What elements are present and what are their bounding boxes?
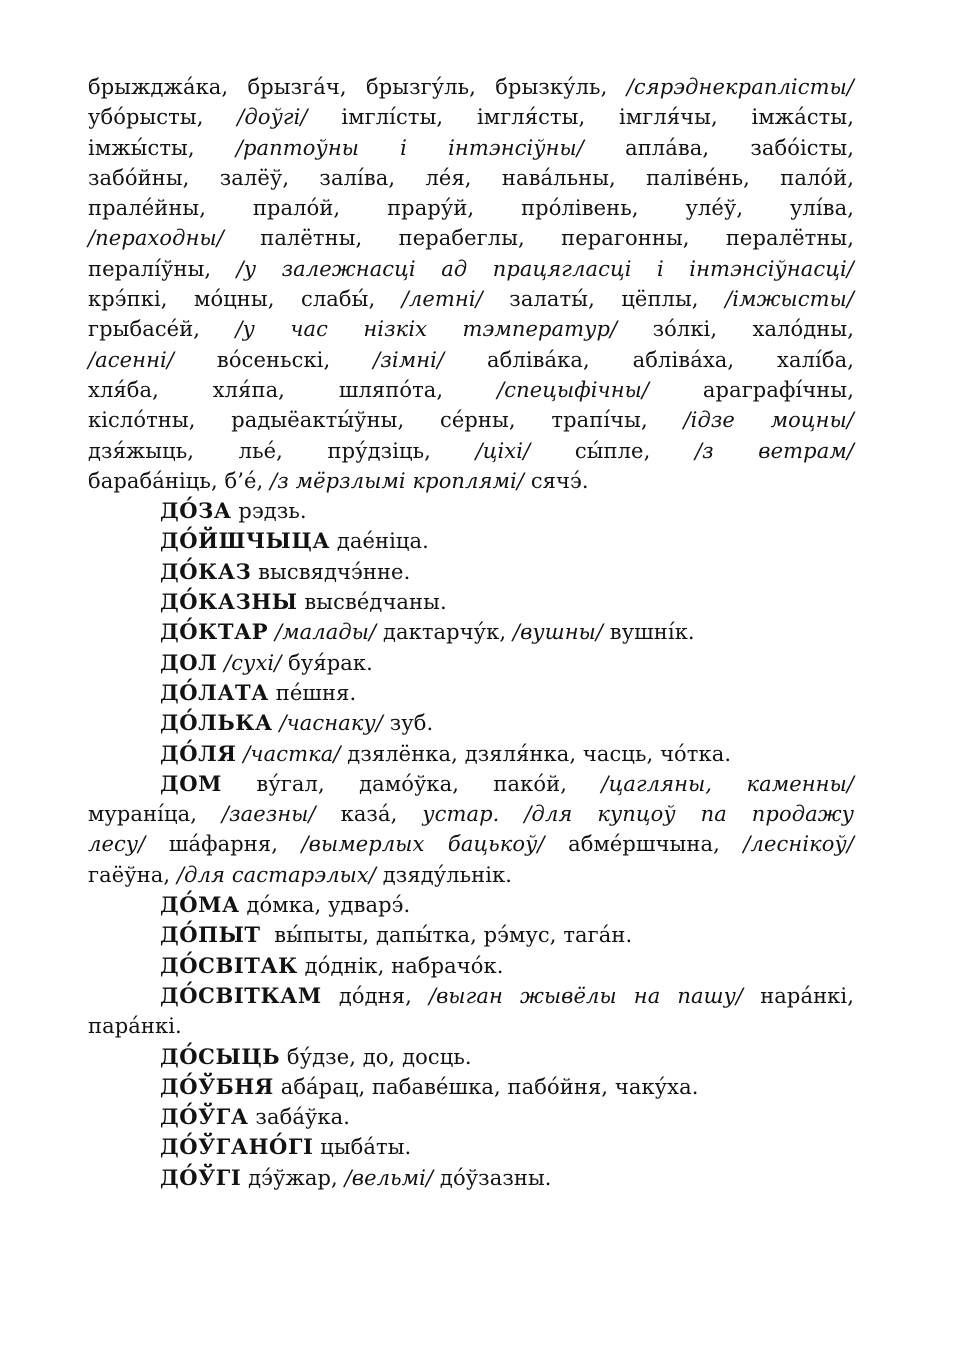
usage-note-italic: /цагляны, каменны/ — [601, 771, 854, 796]
usage-note-italic: /сярэднекраплісты/ — [626, 75, 854, 99]
word-list-text: дактарчу́к, — [376, 620, 513, 645]
headword: ДО́ПЫТ — [160, 922, 261, 948]
usage-note-italic: /вымерлых бацькоў/ — [301, 832, 545, 857]
word-list-text: высве́дчаны. — [297, 590, 447, 615]
word-list-text: апла́ва, забо́істы, — [583, 135, 854, 160]
word-list-text: абліва́ка, абліва́ха, халі́ба, — [444, 347, 854, 372]
text-line — [88, 102, 854, 132]
word-list-text: аба́рац, пабаве́шка, пабо́йня, чаку́ха. — [273, 1074, 699, 1099]
word-list-text: імглі́сты, імгля́сты, імгля́чы, імжа́сты, — [307, 105, 854, 130]
usage-note-italic: /у залежнасці ад працягласці і інтэнсіўнасці/ — [236, 256, 854, 281]
headword: ДО́СВІТАК — [160, 952, 298, 978]
word-list-text: палётны, перабеглы, перагонны, пералётны, — [223, 226, 854, 251]
dictionary-entry-line — [88, 951, 854, 981]
word-list-text: грыбасе́й, — [88, 317, 236, 342]
word-list-text: ву́гал, дамо́ўка, пако́й, — [222, 771, 602, 796]
headword: ДО́КАЗ — [160, 558, 252, 584]
word-list-text: мурані́ца, — [88, 802, 222, 827]
usage-note-italic: устар. — [422, 802, 500, 827]
text-line — [88, 193, 854, 223]
headword: ДОЛ — [160, 649, 218, 675]
headword: ДО́ЗА — [160, 498, 232, 524]
dictionary-entry-line — [88, 678, 854, 708]
usage-note-italic: /ціхі/ — [475, 438, 531, 463]
word-list-text: дзя́жыць, лье́, пру́дзіць, — [88, 438, 476, 463]
dictionary-entry-line — [88, 981, 854, 1011]
word-list-text: каза́, — [315, 802, 423, 827]
word-list-text: вушні́к. — [603, 620, 695, 645]
text-line — [88, 254, 854, 284]
text-line — [88, 223, 854, 253]
word-list-text: абме́ршчына, — [544, 832, 744, 857]
headword: ДО́СЫЦЬ — [160, 1043, 281, 1069]
word-list-text: пара́нкі. — [88, 1014, 182, 1039]
word-list-text: пе́шня. — [268, 680, 357, 705]
word-list-text — [499, 802, 524, 826]
word-list-text: цыба́ты. — [313, 1135, 412, 1160]
headword: ДО́ЎГАНО́ГІ — [160, 1134, 314, 1160]
dictionary-entry-line — [88, 587, 854, 617]
word-list-text: кісло́тны, радыёакты́ўны, се́рны, трапі́чы, — [88, 408, 684, 433]
word-list-text: ша́фарня, — [145, 832, 302, 857]
word-list-text: гаёўна, — [88, 862, 177, 887]
usage-note-italic: /малады/ — [274, 620, 377, 645]
word-list-text: бараба́ніць, б’е́, — [88, 468, 271, 493]
text-line — [88, 72, 854, 102]
word-list-text: заба́ўка. — [248, 1105, 351, 1130]
word-list-text: зуб. — [382, 711, 434, 736]
usage-note-italic: /з мёрзлымі кроплямі/ — [270, 468, 525, 493]
headword: ДОМ — [160, 770, 223, 796]
usage-note-italic: /сухі/ — [224, 650, 282, 675]
word-list-text: забо́йны, залёў, залі́ва, ле́я, нава́льны, паліве́нь, пало́й, — [88, 165, 854, 190]
usage-note-italic: /зімні/ — [373, 347, 445, 372]
dictionary-entry-line — [88, 557, 854, 587]
dictionary-entry-line — [88, 1042, 854, 1072]
usage-note-italic: /ідзе моцны/ — [683, 408, 854, 433]
text-line — [88, 163, 854, 193]
usage-note-italic: /з ветрам/ — [694, 438, 855, 463]
word-list-text: дзяду́льнік. — [376, 862, 513, 887]
headword: ДО́СВІТКАМ — [160, 982, 322, 1008]
word-list-text: убо́рысты, — [88, 105, 238, 130]
dictionary-entry-line — [88, 920, 854, 950]
usage-note-italic: /часнаку/ — [279, 711, 383, 736]
usage-note-italic: /вельмі/ — [344, 1165, 434, 1190]
text-line — [88, 405, 854, 435]
dictionary-entry-line — [88, 890, 854, 920]
headword: ДО́ЛЬКА — [160, 710, 273, 736]
word-list-text: буя́рак. — [281, 650, 373, 675]
word-list-text: до́дня, — [321, 983, 429, 1008]
word-list-text: араграфі́чны, — [649, 377, 854, 402]
headword: ДО́КАЗНЫ — [160, 589, 298, 615]
word-list-text: крэ́пкі, мо́цны, слабы́, — [88, 287, 402, 312]
usage-note-italic: /леснікоў/ — [743, 832, 854, 857]
word-list-text: хля́ба, хля́па, шляпо́та, — [88, 377, 498, 402]
word-list-text: бу́дзе, до, досць. — [280, 1044, 472, 1069]
usage-note-italic: /доўгі/ — [237, 105, 308, 130]
usage-note-italic: /частка/ — [243, 741, 341, 766]
dictionary-entry-line — [88, 496, 854, 526]
text-line — [88, 466, 854, 496]
headword: ДО́ЎБНЯ — [160, 1073, 274, 1099]
text-line — [88, 799, 854, 829]
text-line — [88, 829, 854, 859]
word-list-text: імжы́сты, — [88, 135, 236, 160]
usage-note-italic: /у час нізкіх тэмператур/ — [235, 317, 618, 342]
dictionary-entry-line — [88, 708, 854, 738]
word-list-text: до́ўзазны. — [433, 1165, 552, 1190]
dictionary-entry-line — [88, 769, 854, 799]
text-line — [88, 133, 854, 163]
text-line — [88, 1011, 854, 1041]
dictionary-entry-line — [88, 648, 854, 678]
usage-note-italic: лесу/ — [88, 832, 146, 857]
word-list-text: рэдзь. — [231, 499, 307, 524]
dictionary-entry-line — [88, 1163, 854, 1193]
text-line — [88, 375, 854, 405]
headword: ДО́ЎГІ — [160, 1164, 242, 1190]
text-line — [88, 314, 854, 344]
word-list-text: брыжджа́ка, брызга́ч, брызгу́ль, брызку́ль, — [88, 75, 627, 99]
text-line — [88, 436, 854, 466]
headword: ДО́МА — [160, 892, 240, 918]
usage-note-italic: /спецыфічны/ — [497, 377, 650, 402]
word-list-text: прале́йны, прало́й, прару́й, про́лівень, уле́ў, улі́ва, — [88, 196, 854, 221]
text-line — [88, 860, 854, 890]
usage-note-italic: /пераходны/ — [88, 226, 224, 251]
word-list-text: во́сеньскі, — [174, 347, 374, 372]
dictionary-entry-line — [88, 739, 854, 769]
headword: ДО́КТАР — [160, 619, 269, 645]
word-list-text: дае́ніца. — [330, 529, 429, 554]
word-list-text: сячэ́. — [524, 468, 589, 493]
word-list-text: пералі́ўны, — [88, 256, 237, 281]
word-list-text: до́днік, набрачо́к. — [297, 953, 504, 978]
dictionary-entry-line — [88, 1102, 854, 1132]
usage-note-italic: /імжысты/ — [725, 287, 854, 312]
usage-note-italic: /для састарэлых/ — [176, 862, 376, 887]
word-list-text: нара́нкі, — [743, 983, 854, 1008]
headword: ДО́ЛЯ — [160, 740, 237, 766]
usage-note-italic: /выган жывёлы на пашу/ — [428, 983, 744, 1008]
word-list-text: высвядчэ́нне. — [251, 559, 411, 584]
word-list-text: сы́пле, — [530, 438, 695, 463]
word-list-text: залаты́, цёплы, — [482, 287, 726, 312]
word-list-text: до́мка, удварэ́. — [239, 893, 411, 918]
text-line — [88, 345, 854, 375]
word-list-text: дэ́ўжар, — [241, 1165, 345, 1190]
word-list-text: вы́пыты, дапы́тка, рэ́мус, тага́н. — [260, 923, 633, 948]
text-block — [88, 72, 854, 1193]
dictionary-entry-line — [88, 526, 854, 556]
usage-note-italic: /раптоўны і інтэнсіўны/ — [235, 135, 584, 160]
word-list-text: зо́лкі, хало́дны, — [617, 317, 854, 342]
usage-note-italic: /заезны/ — [221, 802, 316, 827]
usage-note-italic: /вушны/ — [512, 620, 604, 645]
usage-note-italic: /летні/ — [401, 287, 483, 312]
dictionary-entry-line — [88, 617, 854, 647]
headword: ДО́ЛАТА — [160, 679, 269, 705]
text-line — [88, 284, 854, 314]
word-list-text — [268, 620, 275, 644]
word-list-text: дзялёнка, дзяля́нка, часць, чо́тка. — [340, 741, 732, 766]
dictionary-entry-line — [88, 1132, 854, 1162]
dictionary-entry-line — [88, 1072, 854, 1102]
usage-note-italic: /для купцоў па продажу — [524, 802, 854, 827]
usage-note-italic: /асенні/ — [88, 347, 175, 372]
headword: ДО́ЙШЧЫЦА — [160, 528, 331, 554]
headword: ДО́ЎГА — [160, 1104, 249, 1130]
